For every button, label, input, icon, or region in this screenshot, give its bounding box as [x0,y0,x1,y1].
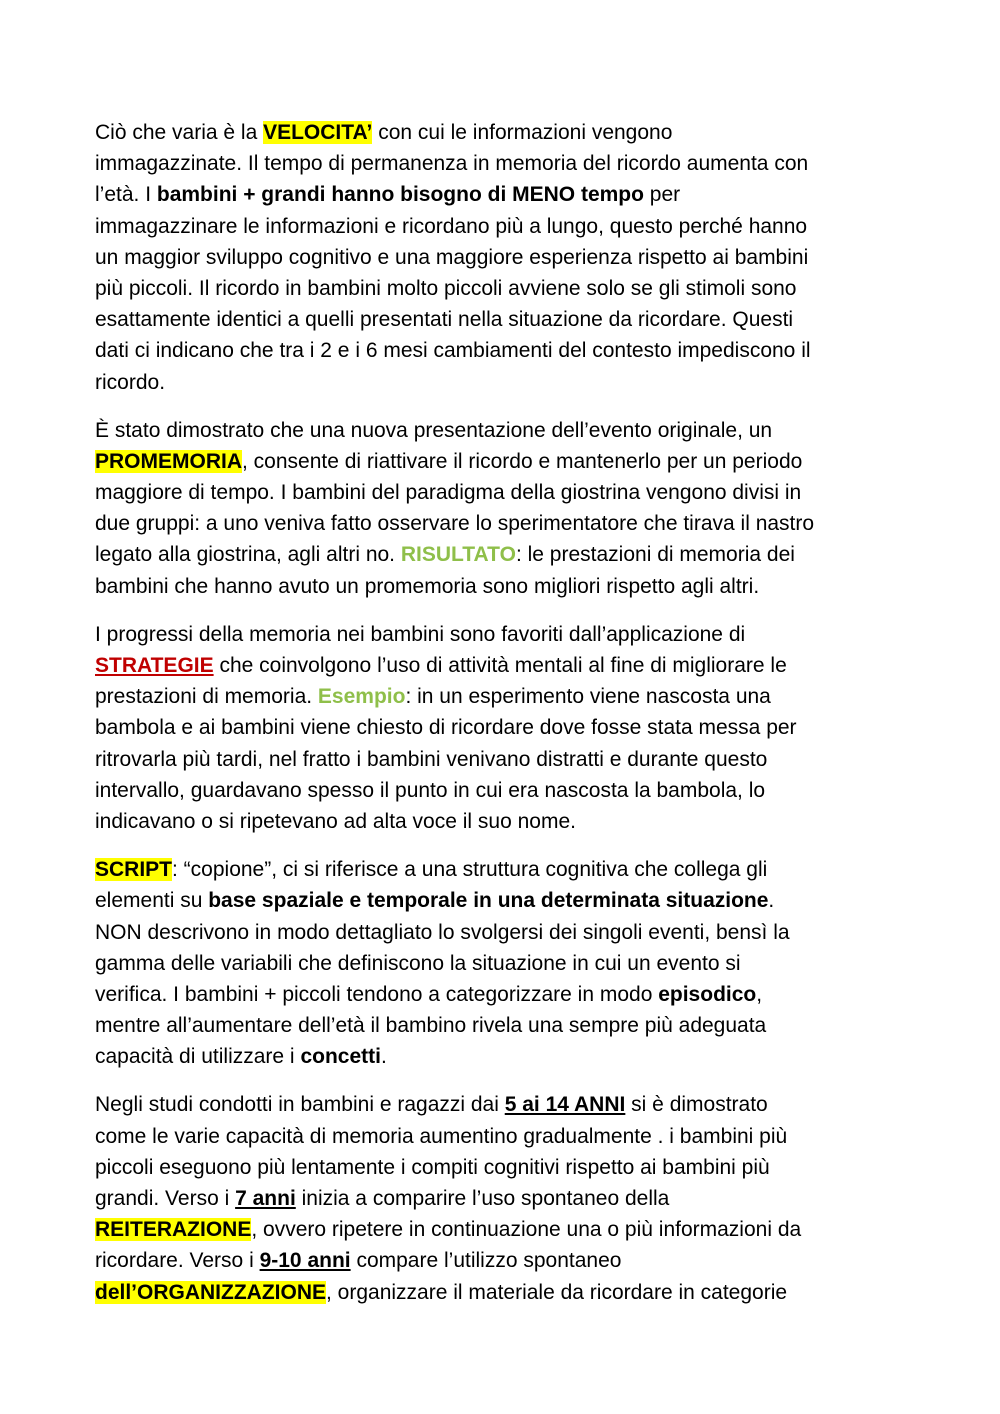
emphasized-text: episodico [658,982,757,1006]
paragraph [95,117,910,398]
text-line [95,948,910,979]
text-line [95,775,910,806]
text-run: NON descrivono in modo dettagliato lo svolgersi dei singoli eventi, bensì la [95,920,790,944]
text-run: dati ci indicano che tra i 2 e i 6 mesi cambiamenti del contesto impediscono il [95,339,811,363]
text-run: , ovvero ripetere in continuazione una o più informazioni da [251,1218,802,1242]
text-run: si è dimostrato [625,1093,768,1117]
text-line [95,508,910,539]
text-run: ricordo. [95,370,166,394]
text-run: , organizzare il materiale da ricordare in categorie [326,1280,788,1304]
text-line [95,367,910,398]
paragraph [95,854,910,1072]
text-line [95,712,910,743]
text-line [95,273,910,304]
text-run: più piccoli. Il ricordo in bambini molto piccoli avviene solo se gli stimoli sono [95,276,797,300]
emphasized-text: SCRIPT [95,858,173,882]
text-run: per [643,183,681,207]
text-run: capacità di utilizzare i [95,1045,301,1069]
emphasized-text: REITERAZIONE [95,1218,252,1242]
text-run: bambola e ai bambini viene chiesto di ricordare dove fosse stata messa per [95,716,797,740]
text-line [95,1245,910,1276]
text-run: : le prestazioni di memoria dei [515,543,795,567]
text-run: ricordare. Verso i [95,1249,260,1273]
text-line [95,650,910,681]
text-run: l’età. I [95,183,157,207]
text-line [95,117,910,148]
text-run: esattamente identici a quelli presentati nella situazione da ricordare. Questi [95,308,794,332]
text-run: È stato dimostrato che una nuova presentazione dell’evento originale, un [95,418,773,442]
emphasized-text: 9-10 anni [259,1249,351,1273]
text-run: gamma delle variabili che definiscono la situazione in cui un evento si [95,951,741,975]
text-line [95,806,910,837]
text-line [95,1183,910,1214]
text-run: . [380,1045,387,1069]
text-run: ritrovarla più tardi, nel fratto i bambini venivano distratti e durante questo [95,747,768,771]
text-run: intervallo, guardavano spesso il punto in cui era nascosta la bambola, lo [95,778,766,802]
text-line [95,1089,910,1120]
emphasized-text: bambini + grandi hanno bisogno di MENO tempo [156,183,644,207]
text-line [95,1214,910,1245]
text-run: bambini che hanno avuto un promemoria sono migliori rispetto agli altri. [95,574,760,598]
text-run: Ciò che varia è la [95,121,264,144]
emphasized-text: Esempio [317,685,406,709]
document-body [95,117,910,1325]
text-run: immagazzinare le informazioni e ricordano più a lungo, questo perché hanno [95,214,808,238]
text-run: che coinvolgono l’uso di attività mentali al fine di migliorare le [213,654,787,677]
paragraph [95,619,910,837]
text-run: maggiore di tempo. I bambini del paradigma della giostrina vengono divisi in [95,481,802,505]
text-line [95,681,910,712]
text-run: , consente di riattivare il ricordo e mantenerlo per un periodo [242,449,803,473]
text-line [95,211,910,242]
text-line [95,885,910,916]
emphasized-text: PROMEMORIA [95,449,242,473]
emphasized-text: RISULTATO [400,543,516,567]
emphasized-text: concetti [300,1045,381,1069]
text-run: inizia a comparire l’uso spontaneo della [295,1187,670,1210]
text-line [95,335,910,366]
text-run: grandi. Verso i [95,1187,236,1210]
text-line [95,477,910,508]
text-run: legato alla giostrina, agli altri no. [95,543,401,567]
emphasized-text: STRATEGIE [95,654,214,677]
text-line [95,1121,910,1152]
text-line [95,744,910,775]
text-line [95,854,910,885]
text-line [95,1277,910,1308]
text-line [95,148,910,179]
emphasized-text: base spaziale e temporale in una determinata situazione [208,889,769,913]
text-line [95,1152,910,1183]
text-run: compare l’utilizzo spontaneo [350,1249,622,1273]
text-run: elementi su [95,889,209,913]
text-run: mentre all’aumentare dell’età il bambino rivela una sempre più adeguata [95,1014,767,1038]
text-run: indicavano o si ripetevano ad alta voce il suo nome. [95,809,576,833]
text-run: come le varie capacità di memoria aumentino gradualmente . i bambini più [95,1124,788,1148]
text-line [95,917,910,948]
text-run: piccoli eseguono più lentamente i compiti cognitivi rispetto ai bambini più [95,1155,770,1179]
text-run: immagazzinate. Il tempo di permanenza in memoria del ricordo aumenta con [95,152,809,176]
text-run: : in un esperimento viene nascosta una [405,685,771,709]
text-line [95,619,910,650]
paragraph [95,415,910,602]
text-line [95,179,910,210]
text-line [95,979,910,1010]
text-run: verifica. I bambini + piccoli tendono a categorizzare in modo [95,982,659,1006]
text-run: Negli studi condotti in bambini e ragazzi dai [95,1093,505,1117]
text-line [95,242,910,273]
text-run: due gruppi: a uno veniva fatto osservare lo sperimentatore che tirava il nastro [95,512,815,536]
text-line [95,571,910,602]
text-line [95,1041,910,1072]
text-run: I progressi della memoria nei bambini sono favoriti dall’applicazione di [95,622,746,646]
emphasized-text: 5 ai 14 ANNI [504,1093,626,1117]
text-run: un maggior sviluppo cognitivo e una maggiore esperienza rispetto ai bambini [95,245,809,269]
emphasized-text: dell’ORGANIZZAZIONE [95,1280,326,1304]
text-run: , [756,982,763,1006]
text-run: prestazioni di memoria. [95,685,318,709]
text-run: . [768,889,775,913]
paragraph [95,1089,910,1307]
emphasized-text: VELOCITA’ [263,121,373,144]
text-run: con cui le informazioni vengono [372,121,673,144]
text-line [95,539,910,570]
emphasized-text: 7 anni [235,1187,296,1210]
text-run: : “copione”, ci si riferisce a una struttura cognitiva che collega gli [172,858,768,882]
text-line [95,415,910,446]
text-line [95,446,910,477]
text-line [95,1010,910,1041]
text-line [95,304,910,335]
